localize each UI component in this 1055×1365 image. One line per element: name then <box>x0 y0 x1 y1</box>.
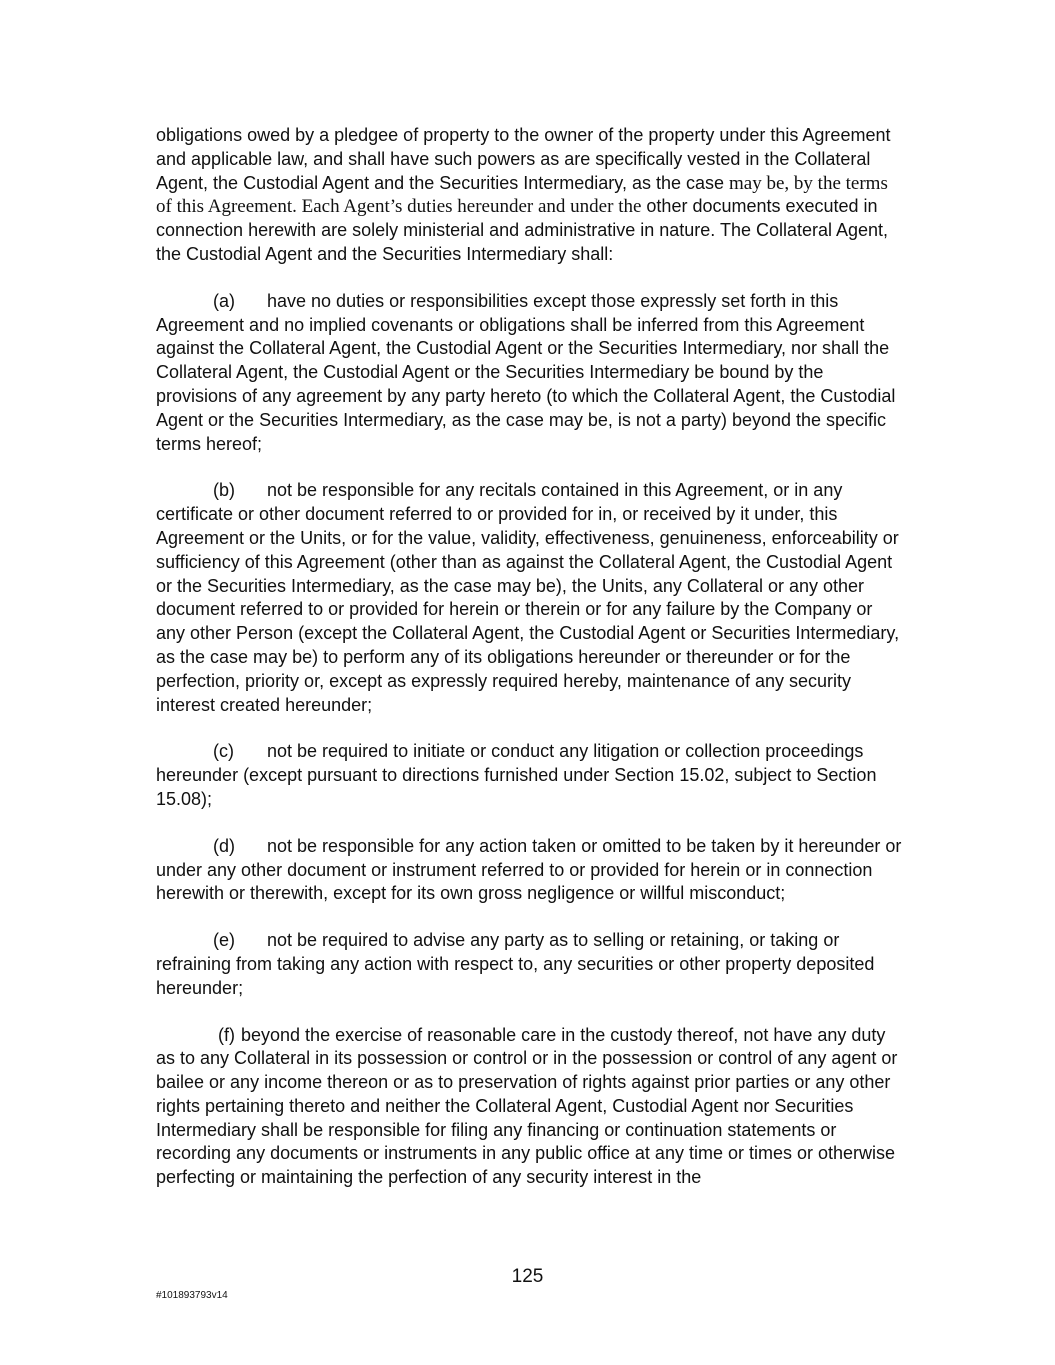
document-id: #101893793v14 <box>156 1290 228 1301</box>
clause-d-text: not be responsible for any action taken or omitted to be taken by it hereunder or under any other document or instrument referred to or provided for herein or in connection herewith or therewith, except for its own gross negligence or willful misconduct; <box>156 835 902 904</box>
clause-d-label: (d) <box>213 835 235 856</box>
clause-f-text: beyond the exercise of reasonable care in the custody thereof, not have any duty as to any Collateral in its possession or control or in the possession or control of any agent or bailee or any income thereon or as to preservation of rights against prior parties or any other rights pertaining thereto and neither the Collateral Agent, Custodial Agent nor Securities Intermediary shall be responsible for filing any financing or continuation statements or recording any documents or instruments in any public office at any time or times or otherwise perfecting or maintaining the perfection of any security interest in the <box>156 1024 898 1188</box>
clause-b <box>156 479 904 717</box>
clause-e-label: (e) <box>213 930 235 951</box>
intro-text-part2: may be, by the terms of this Agreement. Each Agent’s duties hereunder and under the <box>156 172 888 218</box>
intro-text-part1: obligations owed by a pledgee of property to the owner of the property under this Agreement and applicable law, and shall have such powers as are specifically vested in the Collateral Agent, the Custodial Agent and the Securities Intermediary, as the case <box>156 125 891 193</box>
clause-c-label: (c) <box>213 741 234 762</box>
clause-e <box>156 929 904 1000</box>
intro-paragraph <box>156 124 904 267</box>
document-body <box>156 124 904 1213</box>
clause-a-text: have no duties or responsibilities except those expressly set forth in this Agreement and no implied covenants or obligations shall be inferred from this Agreement against the Collateral Agent, the Custodial Agent or the Securities Intermediary, nor shall the Collateral Agent, the Custodial Agent or the Securities Intermediary be bound by the provisions of any agreement by any party hereto (to which the Collateral Agent, the Custodial Agent or the Securities Intermediary, as the case may be, is not a party) beyond the specific terms hereof; <box>156 290 896 454</box>
page-number: 125 <box>511 1266 544 1287</box>
clause-d <box>156 835 904 906</box>
clause-f-label: (f) <box>218 1024 235 1045</box>
clause-b-text: not be responsible for any recitals contained in this Agreement, or in any certificate or other document referred to or provided for in, or received by it under, this Agreement or the Units, or for the value, validity, effectiveness, genuineness, enforceability or sufficiency of this Agreement (other than as against the Collateral Agent, the Custodial Agent or the Securities Intermediary, as the case may be), the Units, any Collateral or any other document referred to or provided for herein or therein or for any failure by the Company or any other Person (except the Collateral Agent, the Custodial Agent or Securities Intermediary, as the case may be) to perform any of its obligations hereunder or thereunder or for the perfection, priority or, except as expressly required hereby, maintenance of any security interest created hereunder; <box>156 480 900 715</box>
clause-c-text: not be required to initiate or conduct any litigation or collection proceedings hereunder (except pursuant to directions furnished under Section 15.02, subject to Section 15.08); <box>156 741 877 809</box>
clause-f <box>156 1024 904 1191</box>
clause-b-label: (b) <box>213 480 235 501</box>
clause-a <box>156 290 904 457</box>
clause-c <box>156 740 904 811</box>
intro-text-part3: other documents executed in connection herewith are solely ministerial and administrative in nature. The Collateral Agent, the Custodial Agent and the Securities Intermediary shall: <box>156 196 889 264</box>
clause-a-label: (a) <box>213 290 235 311</box>
clause-e-text: not be required to advise any party as to selling or retaining, or taking or refraining from taking any action with respect to, any securities or other property deposited hereunder; <box>156 930 875 998</box>
